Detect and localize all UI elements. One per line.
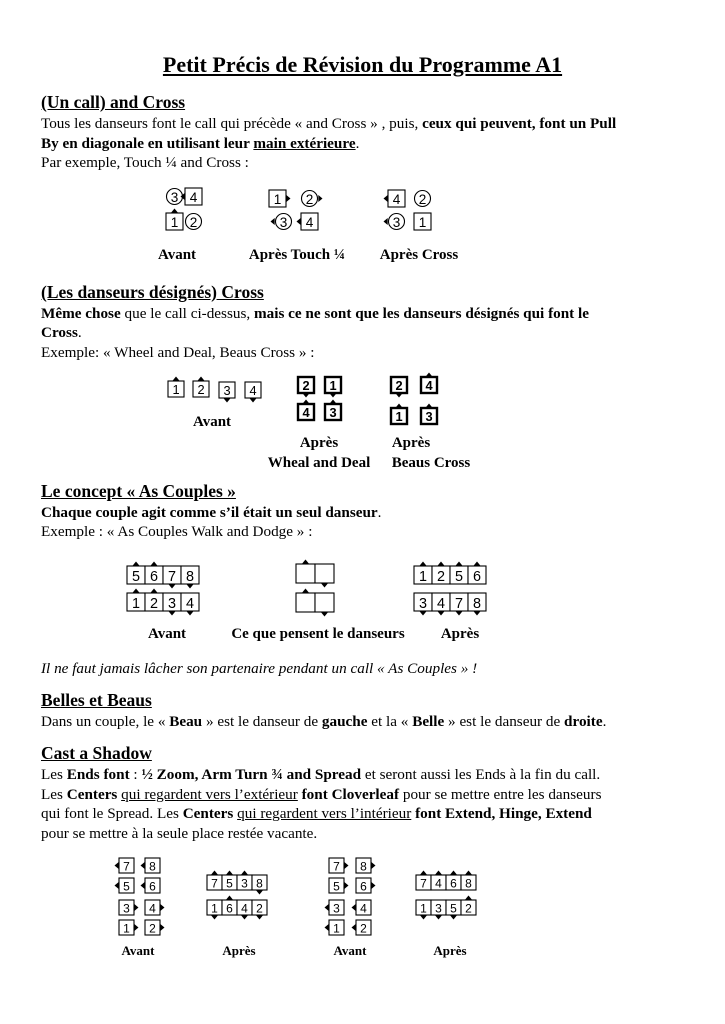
boy-dancer-icon (297, 213, 319, 230)
diagram-cast-a-shadow (0, 850, 725, 940)
boy-dancer-icon (222, 871, 237, 891)
bold-text: Chaque couple agit comme s’il était un seul danseur (41, 504, 378, 521)
bold-text: mais ce ne sont que les danseurs désignés qui font le (253, 305, 589, 322)
svg-text:2: 2 (465, 901, 472, 916)
svg-text:4: 4 (360, 901, 367, 916)
svg-text:1: 1 (273, 191, 282, 207)
svg-text:2: 2 (149, 921, 156, 936)
text: Les (41, 766, 67, 783)
svg-text:3: 3 (170, 189, 179, 205)
svg-text:1: 1 (418, 568, 428, 585)
bold-text: Même chose (41, 305, 121, 322)
boy-dancer-icon (468, 562, 486, 585)
caption-apres-cross: Après Cross (379, 247, 459, 263)
text: . (602, 713, 607, 730)
girl-dancer-icon (384, 214, 405, 230)
boy-dancer-icon (252, 900, 267, 920)
boy-dancer-icon (329, 858, 349, 873)
boy-dancer-icon (432, 562, 450, 585)
svg-text:4: 4 (436, 595, 446, 612)
svg-text:8: 8 (360, 859, 367, 874)
caption-avant: Avant (121, 943, 155, 958)
boy-dancer-icon (119, 920, 139, 935)
boy-dancer-icon (421, 373, 437, 394)
svg-text:3: 3 (279, 214, 288, 230)
paragraph-line (41, 114, 616, 133)
svg-text:7: 7 (454, 595, 464, 612)
svg-text:1: 1 (172, 382, 180, 398)
page-title: Petit Précis de Révision du Programme A1 (162, 52, 563, 77)
boy-dancer-icon (352, 920, 372, 935)
boy-dancer-icon (432, 593, 450, 616)
svg-text:7: 7 (211, 876, 218, 891)
svg-text:2: 2 (395, 378, 403, 394)
svg-text:6: 6 (149, 879, 156, 894)
boy-dancer-icon (414, 593, 432, 616)
boy-dancer-icon (127, 589, 145, 612)
paragraph-line (41, 804, 592, 823)
boy-dancer-icon (414, 213, 431, 230)
boy-dancer-icon (207, 900, 222, 920)
underlined-text: qui regardent vers l’extérieur (121, 786, 298, 803)
boy-dancer-icon (181, 593, 199, 616)
svg-text:7: 7 (167, 568, 177, 585)
svg-text:5: 5 (333, 879, 340, 894)
girl-dancer-icon (271, 214, 292, 230)
bold-text: Centers (66, 786, 118, 803)
bold-text: Ends font (66, 766, 130, 783)
section-heading-and-cross: (Un call) and Cross (41, 92, 186, 112)
italic-note: Il ne faut jamais lâcher son partenaire pendant un call « As Couples » ! (41, 660, 478, 677)
boy-dancer-icon (431, 871, 446, 891)
example-line: Par exemple, Touch ¼ and Cross : (41, 154, 249, 171)
svg-text:2: 2 (436, 568, 446, 585)
boy-dancer-icon (325, 377, 341, 398)
svg-text:4: 4 (189, 189, 198, 205)
boy-dancer-icon (237, 871, 252, 891)
svg-text:2: 2 (256, 901, 263, 916)
svg-text:3: 3 (167, 595, 177, 612)
boy-dancer-icon (450, 562, 468, 585)
svg-text:1: 1 (329, 378, 337, 394)
caption-ce-que-pensent: Ce que pensent le danseurs (231, 626, 405, 642)
svg-text:6: 6 (472, 568, 482, 585)
boy-dancer-icon (145, 920, 165, 935)
section-heading-designated-cross: (Les danseurs désignés) Cross (41, 282, 264, 302)
svg-text:3: 3 (333, 901, 340, 916)
svg-text:3: 3 (392, 214, 401, 230)
boy-dancer-icon (119, 900, 139, 915)
boy-dancer-icon (325, 900, 345, 915)
boy-dancer-icon (468, 593, 486, 616)
svg-text:6: 6 (360, 879, 367, 894)
text: » est le danseur de (444, 713, 565, 730)
caption-apres: Après (440, 626, 480, 642)
svg-text:1: 1 (420, 901, 427, 916)
text: et la « (367, 713, 413, 730)
boy-dancer-icon (163, 593, 181, 616)
diagram-touch-and-cross (0, 180, 725, 240)
svg-text:7: 7 (420, 876, 427, 891)
boy-dancer-icon (145, 562, 163, 585)
caption-beaus-cross: Beaus Cross (391, 455, 471, 471)
boy-dancer-icon (325, 920, 345, 935)
text: . (355, 135, 360, 152)
svg-text:8: 8 (149, 859, 156, 874)
boy-dancer-icon (141, 858, 161, 873)
svg-text:3: 3 (329, 405, 337, 421)
caption-apres: Après (391, 435, 431, 451)
svg-text:2: 2 (360, 921, 367, 936)
bold-text: ½ Zoom, Arm Turn ¾ and Spread (141, 766, 362, 783)
boy-dancer-icon (298, 377, 314, 398)
boy-dancer-icon (315, 564, 334, 588)
boy-dancer-icon (450, 593, 468, 616)
bold-text: gauche (321, 713, 368, 730)
bold-text: droite (564, 713, 603, 730)
boy-dancer-icon (181, 566, 199, 589)
text: Tous les danseurs font le call qui précède « and Cross » , puis, (41, 115, 423, 132)
boy-dancer-icon (145, 589, 163, 612)
paragraph-line (41, 503, 381, 522)
svg-text:1: 1 (395, 409, 403, 425)
boy-dancer-icon (325, 400, 341, 421)
example-line: Exemple: « Wheel and Deal, Beaus Cross » : (41, 344, 315, 361)
boy-dancer-icon (296, 560, 315, 584)
boy-dancer-icon (127, 562, 145, 585)
girl-dancer-icon (302, 191, 323, 207)
underlined-bold-text: main extérieure (253, 135, 356, 152)
bold-text: Beau (169, 713, 203, 730)
svg-text:1: 1 (211, 901, 218, 916)
boy-dancer-icon (421, 404, 437, 425)
caption-apres: Après (222, 943, 256, 958)
svg-text:2: 2 (197, 382, 205, 398)
example-line: Exemple : « As Couples Walk and Dodge » : (41, 523, 313, 540)
boy-dancer-icon (416, 900, 431, 920)
boy-dancer-icon (431, 900, 446, 920)
boy-dancer-icon (166, 209, 183, 231)
boy-dancer-icon (391, 377, 407, 398)
underlined-text: qui regardent vers l’intérieur (237, 805, 412, 822)
text: que le call ci-dessus, (120, 305, 254, 322)
boy-dancer-icon (329, 878, 349, 893)
boy-dancer-icon (461, 871, 476, 891)
text: et seront aussi les Ends à la fin du call. (361, 766, 601, 783)
bold-text: font Extend, Hinge, Extend (415, 805, 592, 822)
svg-text:1: 1 (333, 921, 340, 936)
svg-text:5: 5 (226, 876, 233, 891)
svg-text:4: 4 (425, 378, 433, 394)
svg-text:4: 4 (392, 191, 401, 207)
boy-dancer-icon (181, 188, 203, 205)
svg-text:3: 3 (418, 595, 428, 612)
svg-text:6: 6 (226, 901, 233, 916)
svg-text:6: 6 (149, 568, 159, 585)
text: qui font le Spread. Les (41, 805, 183, 822)
bold-text: Cross (41, 324, 78, 341)
caption-apres-touch: Après Touch ¼ (248, 247, 346, 263)
caption-avant: Avant (147, 626, 187, 642)
boy-dancer-icon (446, 871, 461, 891)
svg-text:1: 1 (170, 214, 179, 230)
svg-text:2: 2 (418, 191, 427, 207)
svg-text:6: 6 (450, 876, 457, 891)
bold-text: Centers (182, 805, 234, 822)
section-heading-belles-beaus: Belles et Beaus (41, 690, 152, 710)
paragraph-line (41, 765, 600, 784)
svg-text:2: 2 (305, 191, 314, 207)
svg-text:8: 8 (465, 876, 472, 891)
bold-text: By en diagonale en utilisant leur (41, 135, 254, 152)
boy-dancer-icon (269, 190, 291, 207)
svg-text:3: 3 (241, 876, 248, 891)
svg-text:5: 5 (450, 901, 457, 916)
caption-apres: Après (299, 435, 339, 451)
svg-text:7: 7 (333, 859, 340, 874)
svg-text:5: 5 (454, 568, 464, 585)
boy-dancer-icon (115, 858, 135, 873)
svg-text:3: 3 (425, 409, 433, 425)
paragraph-line (41, 785, 601, 804)
svg-text:4: 4 (249, 383, 257, 399)
text: Les (41, 786, 67, 803)
svg-text:1: 1 (131, 595, 141, 612)
text: pour se mettre entre les danseurs (399, 786, 602, 803)
svg-text:4: 4 (435, 876, 442, 891)
section-heading-as-couples: Le concept « As Couples » (41, 481, 236, 501)
caption-wheel-and-deal: Wheal and Deal (267, 455, 371, 471)
svg-text:2: 2 (149, 595, 159, 612)
caption-avant: Avant (157, 247, 197, 263)
svg-text:4: 4 (149, 901, 156, 916)
bold-text: Belle (412, 713, 445, 730)
boy-dancer-icon (384, 190, 406, 207)
boy-dancer-icon (391, 404, 407, 425)
boy-dancer-icon (145, 900, 165, 915)
svg-text:8: 8 (472, 595, 482, 612)
boy-dancer-icon (219, 382, 235, 403)
paragraph-line (41, 712, 606, 731)
paragraph-line (41, 323, 82, 342)
boy-dancer-icon (252, 875, 267, 895)
boy-dancer-icon (356, 858, 376, 873)
svg-text:1: 1 (123, 921, 130, 936)
boy-dancer-icon (352, 900, 372, 915)
text: . (377, 504, 382, 521)
caption-avant: Avant (333, 943, 367, 958)
svg-text:3: 3 (123, 901, 130, 916)
svg-text:8: 8 (256, 876, 263, 891)
svg-text:5: 5 (131, 568, 141, 585)
boy-dancer-icon (193, 377, 209, 398)
svg-text:4: 4 (305, 214, 314, 230)
boy-dancer-icon (296, 589, 315, 613)
caption-apres: Après (433, 943, 467, 958)
svg-text:4: 4 (302, 405, 310, 421)
boy-dancer-icon (245, 382, 261, 403)
svg-text:8: 8 (185, 568, 195, 585)
boy-dancer-icon (356, 878, 376, 893)
svg-text:1: 1 (418, 214, 427, 230)
svg-text:2: 2 (302, 378, 310, 394)
boy-dancer-icon (315, 593, 334, 617)
girl-dancer-icon (167, 189, 183, 205)
boy-dancer-icon (237, 900, 252, 920)
boy-dancer-icon (115, 878, 135, 893)
boy-dancer-icon (461, 896, 476, 916)
svg-text:3: 3 (435, 901, 442, 916)
svg-text:2: 2 (189, 214, 198, 230)
boy-dancer-icon (163, 566, 181, 589)
paragraph-line: pour se mettre à la seule place restée vacante. (41, 825, 318, 842)
boy-dancer-icon (168, 377, 184, 398)
diagram-as-couples (0, 555, 725, 620)
bold-text: ceux qui peuvent, font un Pull (422, 115, 617, 132)
boy-dancer-icon (298, 400, 314, 421)
section-heading-cast-a-shadow: Cast a Shadow (41, 743, 152, 763)
boy-dancer-icon (446, 900, 461, 920)
svg-text:4: 4 (241, 901, 248, 916)
text: : (129, 766, 142, 783)
boy-dancer-icon (141, 878, 161, 893)
girl-dancer-icon (415, 191, 431, 207)
svg-text:3: 3 (223, 383, 231, 399)
boy-dancer-icon (416, 871, 431, 891)
boy-dancer-icon (414, 562, 432, 585)
diagram-wheel-and-deal (0, 368, 725, 428)
svg-text:7: 7 (123, 859, 130, 874)
paragraph-line (41, 134, 359, 153)
boy-dancer-icon (222, 896, 237, 916)
boy-dancer-icon (207, 871, 222, 891)
paragraph-line (41, 304, 589, 323)
caption-avant: Avant (192, 414, 232, 430)
bold-text: font Cloverleaf (301, 786, 400, 803)
text: . (77, 324, 82, 341)
girl-dancer-icon (186, 214, 202, 230)
svg-text:4: 4 (185, 595, 195, 612)
text: Dans un couple, le « (41, 713, 170, 730)
svg-text:5: 5 (123, 879, 130, 894)
text: » est le danseur de (202, 713, 322, 730)
